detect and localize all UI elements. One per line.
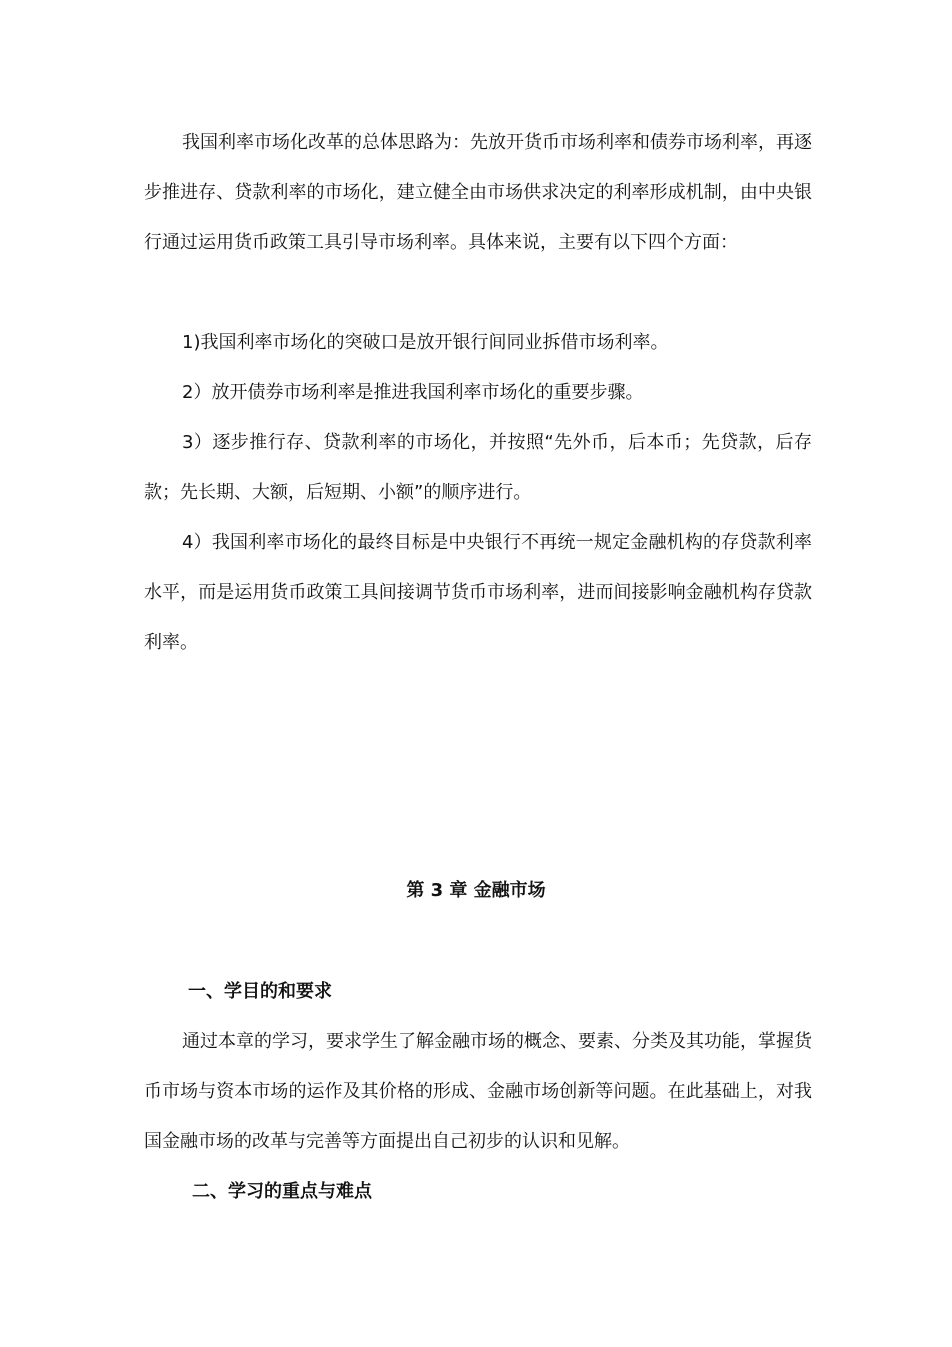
section-heading-key-points: 二、学习的重点与难点 [192, 1181, 372, 1202]
point-4: 4）我国利率市场化的最终目标是中央银行不再统一规定金融机构的存贷款利率水平，而是运用货币政策工具间接调节货币市场利率，进而间接影响金融机构存贷款利率。 [144, 532, 812, 653]
point-3: 3）逐步推行存、贷款利率的市场化，并按照“先外币，后本币；先贷款，后存款；先长期、大额，后短期、小额”的顺序进行。 [144, 432, 812, 503]
intro-paragraph: 我国利率市场化改革的总体思路为：先放开货币市场利率和债券市场利率，再逐步推进存、贷款利率的市场化，建立健全由市场供求决定的利率形成机制，由中央银行通过运用货币政策工具引导市场利率。具体来说，主要有以下四个方面： [144, 132, 812, 253]
point-2: 2）放开债券市场利率是推进我国利率市场化的重要步骤。 [182, 382, 644, 403]
point-1: 1)我国利率市场化的突破口是放开银行间同业拆借市场利率。 [182, 332, 669, 353]
section-heading-objectives: 一、学目的和要求 [188, 981, 332, 1002]
chapter-title: 第 3 章 金融市场 [406, 880, 546, 901]
objectives-paragraph: 通过本章的学习，要求学生了解金融市场的概念、要素、分类及其功能，掌握货币市场与资本市场的运作及其价格的形成、金融市场创新等问题。在此基础上，对我国金融市场的改革与完善等方面提出自己初步的认识和见解。 [144, 1031, 812, 1152]
